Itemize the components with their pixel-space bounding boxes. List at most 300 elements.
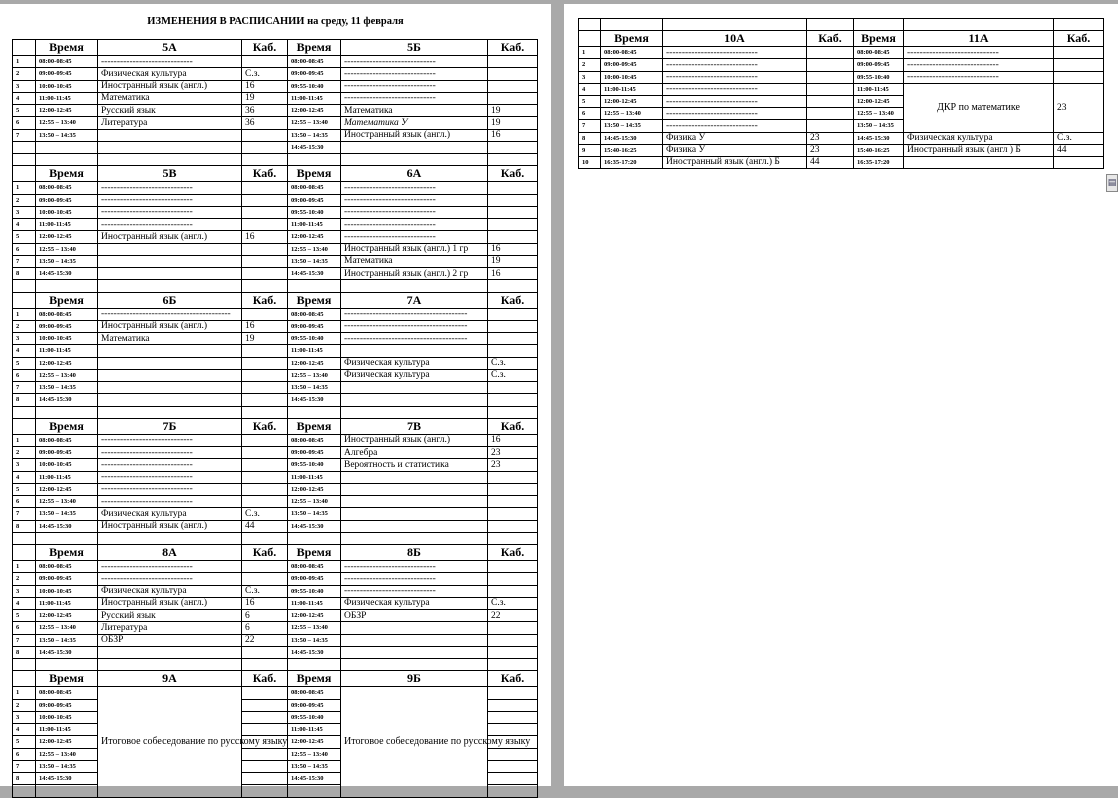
empty-cell (288, 280, 341, 292)
lesson-row (13, 243, 538, 255)
lesson-row (13, 434, 538, 446)
lesson-time: 13:50 – 14:35 (288, 508, 341, 520)
room-cell (488, 333, 538, 345)
lesson-time: 09:00-09:45 (36, 447, 98, 459)
lesson-time: 11:00-11:45 (36, 345, 98, 357)
lesson-number: 7 (13, 760, 36, 772)
empty-cell (488, 532, 538, 544)
lesson-row (13, 308, 538, 320)
subject-cell (98, 382, 242, 394)
empty-cell (36, 280, 98, 292)
lesson-time: 11:00-11:45 (288, 471, 341, 483)
lesson-number (13, 785, 36, 797)
empty-cell (288, 154, 341, 166)
room-cell (242, 268, 288, 280)
subject-cell: Иностранный язык (англ.) (98, 231, 242, 243)
merged-event-cell: Итоговое собеседование по русскому языку (341, 687, 488, 797)
room-cell (488, 92, 538, 104)
lesson-time: 14:45-15:30 (288, 141, 341, 153)
room-cell: С.з. (488, 369, 538, 381)
lesson-number: 2 (13, 573, 36, 585)
room-cell: 36 (242, 117, 288, 129)
room-cell (242, 459, 288, 471)
header-room-label: Каб. (807, 31, 854, 47)
class-name-label: 7А (341, 292, 488, 308)
class-header-row (13, 418, 538, 434)
subject-cell: ----------------------------- (904, 59, 1054, 71)
room-cell (1054, 59, 1104, 71)
lesson-time (288, 785, 341, 797)
header-time-label: Время (854, 31, 904, 47)
lesson-time: 12:55 – 13:40 (288, 748, 341, 760)
room-cell (242, 206, 288, 218)
room-cell (488, 206, 538, 218)
subject-cell (341, 345, 488, 357)
lesson-number: 7 (13, 508, 36, 520)
lesson-time: 12:55 – 13:40 (854, 108, 904, 120)
room-cell (242, 141, 288, 153)
lesson-time: 13:50 – 14:35 (36, 760, 98, 772)
lesson-number: 5 (13, 105, 36, 117)
subject-cell: ----------------------------- (98, 483, 242, 495)
lesson-time: 11:00-11:45 (36, 597, 98, 609)
lesson-time: 09:55-10:40 (288, 206, 341, 218)
subject-cell: Физическая культура (341, 597, 488, 609)
subject-cell: Физика У (663, 144, 807, 156)
lesson-time: 12:55 – 13:40 (288, 496, 341, 508)
empty-cell (98, 154, 242, 166)
room-cell: 16 (488, 434, 538, 446)
subject-cell (341, 508, 488, 520)
room-cell (242, 56, 288, 68)
lesson-time: 08:00-08:45 (288, 687, 341, 699)
lesson-number: 7 (13, 255, 36, 267)
lesson-row (13, 68, 538, 80)
subject-cell: Иностранный язык (англ.) (98, 520, 242, 532)
lesson-time: 09:00-09:45 (601, 59, 663, 71)
lesson-time: 16:35-17:20 (854, 156, 904, 168)
lesson-time: 11:00-11:45 (36, 219, 98, 231)
lesson-number: 6 (13, 622, 36, 634)
lesson-time: 09:00-09:45 (36, 573, 98, 585)
subject-cell: ----------------------------- (98, 561, 242, 573)
lesson-row (13, 573, 538, 585)
subject-cell: ----------------------------- (98, 459, 242, 471)
lesson-time: 09:55-10:40 (288, 333, 341, 345)
subject-cell (98, 129, 242, 141)
room-cell (807, 83, 854, 95)
room-cell (242, 748, 288, 760)
empty-cell (488, 154, 538, 166)
subject-cell: ----------------------------- (663, 83, 807, 95)
room-cell (488, 483, 538, 495)
clipboard-icon[interactable]: ▤ (1106, 174, 1118, 192)
room-cell (488, 320, 538, 332)
lesson-time: 13:50 – 14:35 (288, 760, 341, 772)
lesson-time: 10:00-10:45 (36, 711, 98, 723)
lesson-row (579, 144, 1104, 156)
room-cell: 19 (242, 333, 288, 345)
header-room-label: Каб. (242, 418, 288, 434)
lesson-number: 3 (13, 711, 36, 723)
room-cell: С.з. (242, 508, 288, 520)
room-cell (488, 773, 538, 785)
subject-cell: ----------------------------- (341, 585, 488, 597)
empty-cell (242, 406, 288, 418)
subject-cell: Физическая культура (98, 508, 242, 520)
header-time-label: Время (36, 292, 98, 308)
lesson-time: 13:50 – 14:35 (854, 120, 904, 132)
subject-cell: ----------------------------- (341, 182, 488, 194)
lesson-time: 09:00-09:45 (36, 699, 98, 711)
room-cell: 16 (488, 268, 538, 280)
lesson-time: 13:50 – 14:35 (601, 120, 663, 132)
subject-cell: Русский язык (98, 610, 242, 622)
class-name-label: 9Б (341, 671, 488, 687)
subject-cell (341, 622, 488, 634)
room-cell (488, 219, 538, 231)
room-cell: 22 (488, 610, 538, 622)
header-room-label: Каб. (1054, 31, 1104, 47)
lesson-number: 5 (13, 483, 36, 495)
subject-cell: ----------------------------- (98, 219, 242, 231)
room-cell (242, 219, 288, 231)
subject-cell: ----------------------------- (341, 92, 488, 104)
lesson-time: 12:00-12:45 (36, 736, 98, 748)
lesson-row (13, 561, 538, 573)
room-cell (1054, 71, 1104, 83)
merged-event-cell: Итоговое собеседование по русскому языку (98, 687, 242, 797)
room-cell (242, 243, 288, 255)
lesson-number: 7 (13, 382, 36, 394)
room-cell (242, 773, 288, 785)
subject-cell (341, 520, 488, 532)
lesson-time: 14:45-15:30 (288, 646, 341, 658)
lesson-number: 1 (13, 56, 36, 68)
lesson-time: 12:55 – 13:40 (36, 748, 98, 760)
empty-cell (488, 406, 538, 418)
subject-cell (341, 496, 488, 508)
empty-cell (663, 19, 807, 31)
empty-cell (36, 154, 98, 166)
class-header-row (13, 545, 538, 561)
lesson-number: 1 (13, 182, 36, 194)
header-time-label: Время (288, 40, 341, 56)
header-room-label: Каб. (488, 40, 538, 56)
room-cell (1054, 47, 1104, 59)
lesson-time: 09:00-09:45 (36, 194, 98, 206)
lesson-time: 11:00-11:45 (288, 597, 341, 609)
subject-cell (341, 141, 488, 153)
subject-cell (341, 394, 488, 406)
room-cell (488, 182, 538, 194)
lesson-number: 4 (13, 597, 36, 609)
room-cell (242, 394, 288, 406)
empty-cell (341, 532, 488, 544)
document-page-2 (564, 4, 1118, 786)
lesson-time: 09:55-10:40 (288, 711, 341, 723)
empty-cell (807, 19, 854, 31)
header-time-label: Время (601, 31, 663, 47)
lesson-number: 6 (13, 496, 36, 508)
room-cell (488, 56, 538, 68)
room-cell: 44 (807, 156, 854, 168)
lesson-row (13, 369, 538, 381)
room-cell (1054, 156, 1104, 168)
lesson-time: 08:00-08:45 (36, 561, 98, 573)
room-cell (242, 447, 288, 459)
room-cell: 19 (488, 117, 538, 129)
empty-cell (579, 19, 601, 31)
lesson-time: 10:00-10:45 (36, 80, 98, 92)
room-cell (488, 345, 538, 357)
class-name-label: 5Б (341, 40, 488, 56)
room-cell (242, 182, 288, 194)
lesson-row (13, 471, 538, 483)
room-cell: 16 (242, 231, 288, 243)
lesson-row (13, 105, 538, 117)
room-cell: С.з. (242, 68, 288, 80)
lesson-row (13, 634, 538, 646)
lesson-time: 09:55-10:40 (288, 585, 341, 597)
lesson-number: 4 (579, 83, 601, 95)
subject-cell: ----------------------------- (341, 231, 488, 243)
header-num-cell (13, 671, 36, 687)
subject-cell: Иностранный язык (англ.) (98, 80, 242, 92)
room-cell: 19 (242, 92, 288, 104)
lesson-time: 09:55-10:40 (854, 71, 904, 83)
lesson-time (36, 785, 98, 797)
lesson-time: 09:00-09:45 (288, 699, 341, 711)
subject-cell: ----------------------------- (98, 471, 242, 483)
empty-cell (242, 154, 288, 166)
lesson-number: 2 (13, 194, 36, 206)
lesson-row (13, 585, 538, 597)
class-name-label: 6А (341, 166, 488, 182)
room-cell (242, 255, 288, 267)
lesson-number: 1 (13, 434, 36, 446)
lesson-time: 14:45-15:30 (288, 268, 341, 280)
room-cell: 44 (1054, 144, 1104, 156)
subject-cell: --------------------------------------- (341, 333, 488, 345)
header-num-cell (13, 166, 36, 182)
lesson-time: 13:50 – 14:35 (36, 634, 98, 646)
header-num-cell (13, 418, 36, 434)
header-num-cell (579, 31, 601, 47)
empty-cell (13, 406, 36, 418)
lesson-row (13, 333, 538, 345)
subject-cell: Иностранный язык (англ.) (98, 320, 242, 332)
lesson-row (13, 394, 538, 406)
lesson-number: 4 (13, 219, 36, 231)
lesson-time: 11:00-11:45 (288, 345, 341, 357)
lesson-time: 12:00-12:45 (288, 483, 341, 495)
header-room-label: Каб. (242, 545, 288, 561)
room-cell: 23 (1054, 83, 1104, 132)
subject-cell: ОБЗР (341, 610, 488, 622)
header-time-label: Время (288, 418, 341, 434)
subject-cell: ----------------------------- (341, 194, 488, 206)
lesson-row (13, 622, 538, 634)
lesson-time: 12:55 – 13:40 (288, 243, 341, 255)
schedule-table-senior (578, 18, 1104, 169)
lesson-number: 9 (579, 144, 601, 156)
empty-cell (13, 280, 36, 292)
lesson-time: 11:00-11:45 (288, 92, 341, 104)
lesson-row (579, 132, 1104, 144)
room-cell (242, 699, 288, 711)
room-cell (488, 231, 538, 243)
lesson-row (13, 231, 538, 243)
lesson-row (13, 206, 538, 218)
empty-cell (854, 19, 904, 31)
subject-cell: ----------------------------- (341, 68, 488, 80)
subject-cell (98, 141, 242, 153)
subject-cell: Русский язык (98, 105, 242, 117)
lesson-number: 8 (13, 520, 36, 532)
lesson-time: 13:50 – 14:35 (288, 129, 341, 141)
lesson-time: 14:45-15:30 (36, 646, 98, 658)
empty-cell (488, 659, 538, 671)
lesson-time: 12:00-12:45 (288, 610, 341, 622)
empty-cell (341, 659, 488, 671)
subject-cell: ----------------------------- (341, 219, 488, 231)
room-cell (488, 724, 538, 736)
lesson-number: 10 (579, 156, 601, 168)
lesson-time: 11:00-11:45 (288, 724, 341, 736)
header-room-label: Каб. (242, 671, 288, 687)
lesson-time: 08:00-08:45 (36, 434, 98, 446)
subject-cell: ----------------------------- (341, 573, 488, 585)
lesson-time: 12:55 – 13:40 (288, 622, 341, 634)
lesson-time: 12:00-12:45 (601, 95, 663, 107)
room-cell (488, 585, 538, 597)
empty-cell (13, 532, 36, 544)
subject-cell: Математика У (341, 117, 488, 129)
subject-cell (341, 382, 488, 394)
subject-cell: Литература (98, 117, 242, 129)
lesson-time: 13:50 – 14:35 (36, 382, 98, 394)
class-header-row (13, 40, 538, 56)
lesson-time: 08:00-08:45 (288, 434, 341, 446)
room-cell: 16 (242, 320, 288, 332)
lesson-time: 08:00-08:45 (288, 308, 341, 320)
subject-cell: ----------------------------- (98, 573, 242, 585)
subject-cell: Иностранный язык (англ.) (341, 129, 488, 141)
spacer-row (13, 532, 538, 544)
lesson-time: 08:00-08:45 (36, 182, 98, 194)
lesson-row (13, 129, 538, 141)
subject-cell: ----------------------------- (98, 447, 242, 459)
lesson-time: 11:00-11:45 (36, 92, 98, 104)
header-room-label: Каб. (488, 418, 538, 434)
lesson-row (13, 382, 538, 394)
lesson-time: 12:55 – 13:40 (36, 369, 98, 381)
room-cell (488, 194, 538, 206)
lesson-time: 08:00-08:45 (288, 561, 341, 573)
room-cell (242, 760, 288, 772)
empty-cell (288, 406, 341, 418)
room-cell: 23 (488, 459, 538, 471)
lesson-time: 09:00-09:45 (288, 573, 341, 585)
lesson-time: 13:50 – 14:35 (288, 255, 341, 267)
header-room-label: Каб. (488, 292, 538, 308)
lesson-number: 5 (13, 610, 36, 622)
lesson-row (13, 687, 538, 699)
lesson-number: 2 (13, 68, 36, 80)
spacer-row (13, 154, 538, 166)
room-cell (488, 785, 538, 797)
room-cell (488, 634, 538, 646)
lesson-number: 8 (13, 773, 36, 785)
subject-cell: ----------------------------- (341, 206, 488, 218)
lesson-number: 1 (13, 308, 36, 320)
subject-cell (98, 394, 242, 406)
lesson-time: 09:00-09:45 (288, 194, 341, 206)
header-room-label: Каб. (242, 40, 288, 56)
class-name-label: 11А (904, 31, 1054, 47)
empty-cell (98, 280, 242, 292)
room-cell (242, 382, 288, 394)
subject-cell: ----------------------------- (98, 182, 242, 194)
subject-cell: ----------------------------- (663, 95, 807, 107)
merged-event-cell: ДКР по математике (904, 83, 1054, 132)
lesson-number: 2 (579, 59, 601, 71)
class-header-row (13, 671, 538, 687)
subject-cell (341, 471, 488, 483)
room-cell (242, 357, 288, 369)
lesson-number: 1 (13, 561, 36, 573)
lesson-number: 6 (579, 108, 601, 120)
empty-cell (341, 154, 488, 166)
subject-cell: ----------------------------------------- (98, 308, 242, 320)
lesson-time: 09:00-09:45 (36, 68, 98, 80)
room-cell (242, 345, 288, 357)
room-cell (807, 47, 854, 59)
lesson-row (13, 194, 538, 206)
lesson-row (13, 182, 538, 194)
lesson-time: 09:55-10:40 (288, 80, 341, 92)
lesson-time: 08:00-08:45 (601, 47, 663, 59)
lesson-number: 8 (13, 268, 36, 280)
subject-cell (98, 268, 242, 280)
lesson-number: 7 (13, 129, 36, 141)
lesson-number: 7 (13, 634, 36, 646)
room-cell (488, 622, 538, 634)
subject-cell (98, 345, 242, 357)
header-time-label: Время (36, 671, 98, 687)
lesson-number: 5 (13, 736, 36, 748)
lesson-time: 12:00-12:45 (288, 357, 341, 369)
lesson-time: 08:00-08:45 (36, 308, 98, 320)
empty-cell (242, 280, 288, 292)
lesson-row (13, 92, 538, 104)
lesson-time: 15:40-16:25 (601, 144, 663, 156)
room-cell (242, 194, 288, 206)
empty-cell (98, 406, 242, 418)
empty-cell (36, 532, 98, 544)
subject-cell: ОБЗР (98, 634, 242, 646)
room-cell: 23 (807, 132, 854, 144)
room-cell (242, 573, 288, 585)
empty-cell (242, 659, 288, 671)
room-cell: 19 (488, 105, 538, 117)
header-time-label: Время (288, 292, 341, 308)
subject-cell: ----------------------------- (341, 561, 488, 573)
room-cell (242, 483, 288, 495)
room-cell (242, 471, 288, 483)
lesson-time: 13:50 – 14:35 (288, 634, 341, 646)
